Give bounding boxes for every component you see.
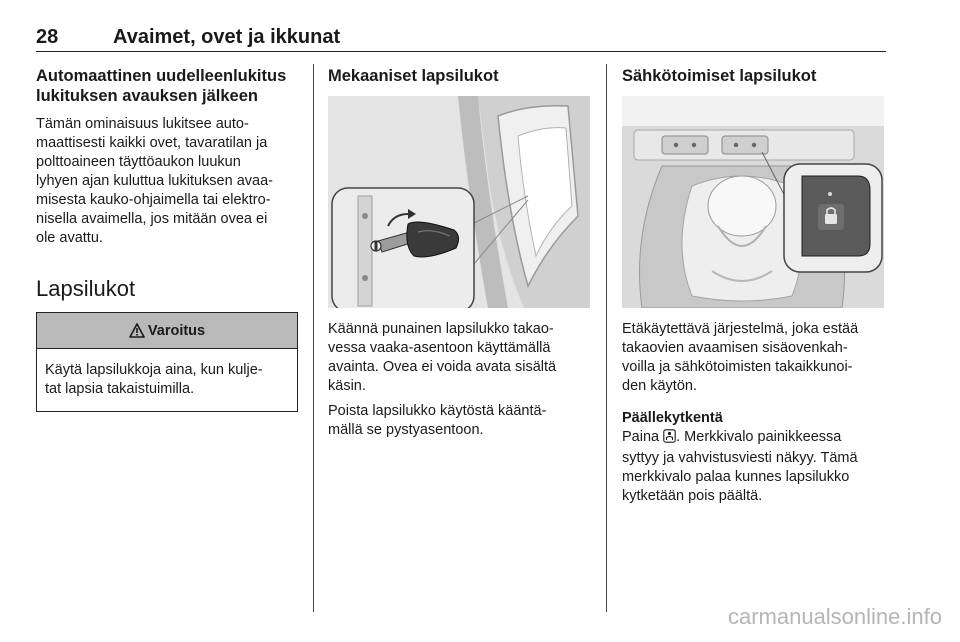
- watermark: carmanualsonline.info: [727, 604, 942, 629]
- warning-body: Käytä lapsilukkoja aina, kun kulje- tat lapsia takaistuimilla.: [45, 362, 263, 397]
- column-2-text: [328, 320, 590, 440]
- column-3: [622, 66, 884, 86]
- warning-title: Varoitus: [147, 322, 206, 339]
- warning-header: [37, 313, 297, 349]
- heading-mechanical-child-locks: Mekaaniset lapsilukot: [328, 67, 499, 85]
- heading-electric-child-locks: Sähkötoimiset lapsilukot: [622, 67, 817, 85]
- main-heading-child-locks: Lapsilukot: [36, 276, 136, 301]
- electric-lock-paragraph-2: Paina . Merkkivalo painikkeessa syttyy ja vahvistusviesti näkyy. Tämä merkkivalo palaa kunnes lapsilukko kytketään pois päältä.: [622, 429, 858, 504]
- console-child-lock-illustration: [622, 96, 884, 308]
- chapter-title: Avaimet, ovet ja ikkunat: [113, 26, 341, 48]
- column-3-text: [622, 320, 884, 506]
- child-lock-icon: [663, 429, 676, 449]
- column-2: [328, 66, 590, 86]
- door-child-lock-illustration: [328, 96, 590, 308]
- page-header: [36, 26, 886, 52]
- column-1: [36, 66, 298, 412]
- mechanical-lock-paragraph-1: Käännä punainen lapsilukko takao- vessa vaaka-asentoon käyttämällä avainta. Ovea ei voida avata sisältä käsin.: [328, 321, 557, 394]
- auto-relock-paragraph: Tämän ominaisuus lukitsee auto- maattisesti kaikki ovet, tavaratilan ja polttoaineen täyttöaukon luukun lyhyen ajan kuluttua lukituksen avaa- misesta kauko-ohjaimella tai elektro- nisella avaimella, jos mitään ovea ei ole avattu.: [36, 116, 273, 246]
- section-heading-auto-relock: Automaattinen uudelleenlukitus lukituksen avauksen jälkeen: [36, 67, 287, 105]
- warning-box: [36, 312, 298, 412]
- warning-triangle-icon: [129, 323, 145, 338]
- mechanical-lock-paragraph-2: Poista lapsilukko käytöstä kääntä- mällä se pystyasentoon.: [328, 403, 547, 438]
- electric-lock-paragraph-1: Etäkäytettävä järjestelmä, joka estää takaovien avaamisen sisäovenkah- voilla ja sähkötoimisten takaikkunoi- den käytön.: [622, 321, 859, 394]
- column-divider-2: [606, 64, 607, 612]
- page-number: 28: [36, 26, 59, 48]
- column-divider-1: [313, 64, 314, 612]
- subheading-switching-on: Päällekytkentä: [622, 410, 723, 426]
